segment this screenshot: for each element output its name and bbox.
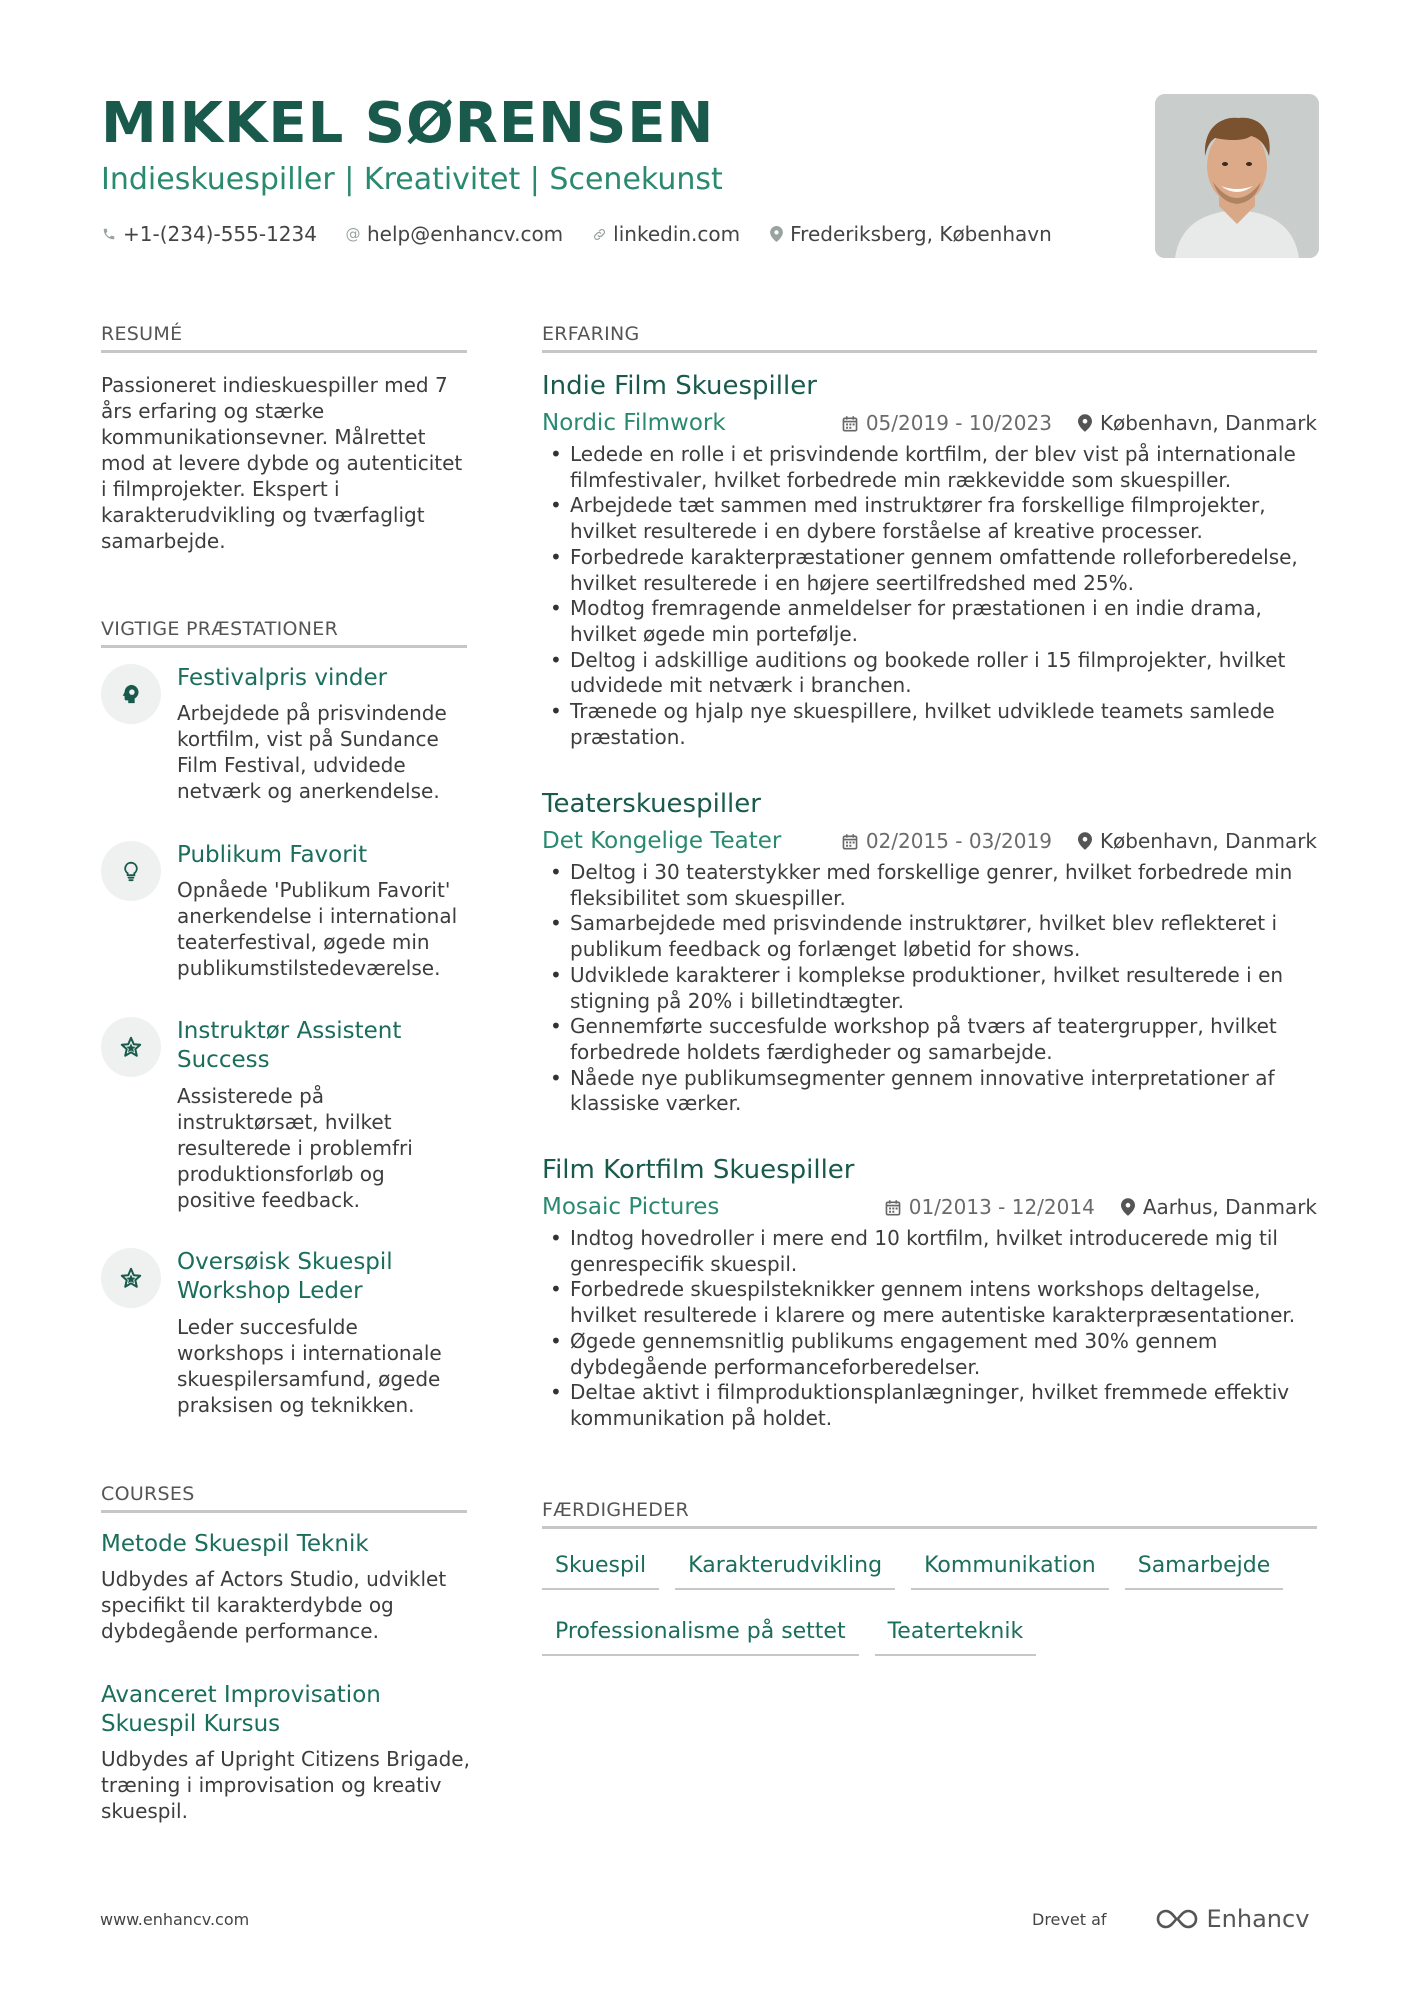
- contact-bar: [101, 220, 1080, 248]
- linkedin-text: linkedin.com: [613, 222, 741, 246]
- headline: Indieskuespiller | Kreativitet | Scenekunst: [101, 162, 723, 197]
- candidate-name: MIKKEL SØRENSEN: [101, 91, 715, 156]
- job-bullet: • Arbejdede tæt sammen med instruktører fra forskellige filmprojekter, hvilket resulterede i en dybere forståelse af kreative processer.: [542, 493, 1322, 544]
- job-bullets: [542, 860, 1322, 1117]
- job-bullets: [542, 442, 1322, 750]
- achievement-title: Publikum Favorit: [177, 842, 368, 868]
- job-location: [1121, 1193, 1317, 1221]
- calendar-icon: [842, 833, 858, 850]
- location-pin-icon: [768, 226, 784, 242]
- achievement-title: Instruktør Assistent Success: [177, 1018, 402, 1073]
- job-meta: [885, 1193, 1317, 1221]
- skill-tag: Karakterudvikling: [675, 1548, 895, 1590]
- job-company: Mosaic Pictures: [542, 1194, 720, 1220]
- job-location-text: København, Danmark: [1099, 829, 1317, 853]
- job-bullet: • Forbedrede skuespilsteknikker gennem intens workshops deltagelse, hvilket resulterede i klarere og mere autentiske karakterpræsentationer.: [542, 1277, 1322, 1328]
- job-bullet: • Indtog hovedroller i mere end 10 kortfilm, hvilket introducerede mig til genrespecifik skuespil.: [542, 1226, 1322, 1277]
- job-title: Teaterskuespiller: [542, 789, 761, 819]
- job-company: Nordic Filmwork: [542, 410, 726, 436]
- head-icon: [101, 664, 161, 724]
- summary-heading: RESUMÉ: [101, 322, 467, 353]
- location-pin-icon: [1078, 414, 1092, 432]
- contact-phone[interactable]: [101, 220, 317, 248]
- job-bullet: • Deltae aktivt i filmproduktionsplanlægninger, hvilket fremmede effektiv kommunikation på holdet.: [542, 1380, 1322, 1431]
- skill-tag: Kommunikation: [911, 1548, 1109, 1590]
- job-bullet: • Gennemførte succesfulde workshop på tværs af teatergrupper, hvilket forbedrede holdets færdigheder og samarbejde.: [542, 1014, 1322, 1065]
- calendar-icon: [885, 1199, 901, 1216]
- skills-heading: FÆRDIGHEDER: [542, 1498, 1317, 1529]
- job-dates-text: 05/2019 - 10/2023: [865, 411, 1052, 435]
- job-bullets: [542, 1226, 1322, 1432]
- powered-by-text: Drevet af: [1032, 1909, 1107, 1929]
- link-icon: [591, 226, 607, 242]
- contact-email[interactable]: [345, 220, 563, 248]
- job-bullet: • Udviklede karakterer i komplekse produktioner, hvilket resulterede i en stigning på 20% i billetindtægter.: [542, 963, 1322, 1014]
- location-pin-icon: [1078, 832, 1092, 850]
- email-text: help@enhancv.com: [366, 222, 564, 246]
- job-title: Film Kortfilm Skuespiller: [542, 1155, 855, 1185]
- star-icon: [101, 1248, 161, 1308]
- skill-tag: Teaterteknik: [875, 1614, 1037, 1656]
- course-title: Metode Skuespil Teknik: [101, 1531, 369, 1557]
- job-bullet: • Nåede nye publikumsegmenter gennem innovative interpretationer af klassiske værker.: [542, 1066, 1322, 1117]
- job-location: [1078, 409, 1317, 437]
- skill-tag: Skuespil: [542, 1548, 659, 1590]
- job-dates: [885, 1193, 1095, 1221]
- achievement-desc: Opnåede 'Publikum Favorit' anerkendelse i international teaterfestival, øgede min publikumstilstedeværelse.: [177, 878, 458, 980]
- job-meta: [842, 827, 1317, 855]
- footer-website[interactable]: www.enhancv.com: [100, 1910, 250, 1929]
- experience-heading: ERFARING: [542, 322, 1317, 353]
- enhancv-logo[interactable]: [1155, 1905, 1310, 1933]
- location-text: Frederiksberg, København: [790, 222, 1052, 246]
- job-meta: [842, 409, 1317, 437]
- job-bullet: • Deltog i adskillige auditions og bookede roller i 15 filmprojekter, hvilket udvidede mit netværk i branchen.: [542, 648, 1322, 699]
- calendar-icon: [842, 415, 858, 432]
- achievement-desc: Assisterede på instruktørsæt, hvilket resulterede i problemfri produktionsforløb og positive feedback.: [177, 1084, 413, 1212]
- course-desc: Udbydes af Actors Studio, udviklet specifikt til karakterdybde og dybdegående performance.: [101, 1567, 447, 1643]
- job-bullet: • Ledede en rolle i et prisvindende kortfilm, der blev vist på internationale filmfestivaler, hvilket forbedrede min rækkevidde som skuespiller.: [542, 442, 1322, 493]
- job-location: [1078, 827, 1317, 855]
- courses-heading: COURSES: [101, 1482, 467, 1513]
- enhancv-logo-icon: [1155, 1908, 1199, 1930]
- achievements-heading: VIGTIGE PRÆSTATIONER: [101, 617, 467, 648]
- job-bullet: • Samarbejdede med prisvindende instruktører, hvilket blev reflekteret i publikum feedback og forlænget løbetid for shows.: [542, 911, 1322, 962]
- at-icon: @: [345, 225, 361, 243]
- job-bullet: • Øgede gennemsnitlig publikums engagement med 30% gennem dybdegående performanceforberedelser.: [542, 1329, 1322, 1380]
- job-bullet: • Trænede og hjalp nye skuespillere, hvilket udviklede teamets samlede præstation.: [542, 699, 1322, 750]
- achievement-title: Oversøisk Skuespil Workshop Leder: [177, 1249, 393, 1304]
- location-pin-icon: [1121, 1198, 1135, 1216]
- profile-photo: [1155, 94, 1319, 258]
- job-bullet: • Modtog fremragende anmeldelser for præstationen i en indie drama, hvilket øgede min portefølje.: [542, 596, 1322, 647]
- contact-location: [768, 220, 1052, 248]
- job-bullet: • Deltog i 30 teaterstykker med forskellige genrer, hvilket forbedrede min fleksibilitet som skuespiller.: [542, 860, 1322, 911]
- job-location-text: Aarhus, Danmark: [1142, 1195, 1317, 1219]
- achievement-desc: Leder succesfulde workshops i internationale skuespilersamfund, øgede praksisen og teknikken.: [177, 1315, 442, 1417]
- job-company: Det Kongelige Teater: [542, 828, 782, 854]
- contact-linkedin[interactable]: [591, 220, 740, 248]
- achievement-title: Festivalpris vinder: [177, 665, 388, 691]
- skill-tag: Professionalisme på settet: [542, 1614, 859, 1656]
- star-icon: [101, 1017, 161, 1077]
- summary-text: Passioneret indieskuespiller med 7 års erfaring og stærke kommunikationsevner. Målrettet mod at levere dybde og autenticitet i filmprojekter. Ekspert i karakterudvikling og tværfagligt samarbejde.: [101, 373, 463, 553]
- lightbulb-icon: [101, 841, 161, 901]
- job-dates: [842, 827, 1052, 855]
- skills-list: [542, 1548, 1322, 1680]
- skill-tag: Samarbejde: [1125, 1548, 1284, 1590]
- phone-icon: [101, 226, 117, 242]
- course-desc: Udbydes af Upright Citizens Brigade, træning i improvisation og kreativ skuespil.: [101, 1747, 470, 1823]
- job-dates-text: 02/2015 - 03/2019: [865, 829, 1052, 853]
- job-bullet: • Forbedrede karakterpræstationer gennem omfattende rolleforberedelse, hvilket resulterede i en højere seertilfredshed med 25%.: [542, 545, 1322, 596]
- phone-text: +1-(234)-555-1234: [123, 222, 317, 246]
- job-title: Indie Film Skuespiller: [542, 371, 817, 401]
- job-dates-text: 01/2013 - 12/2014: [908, 1195, 1095, 1219]
- job-dates: [842, 409, 1052, 437]
- job-location-text: København, Danmark: [1099, 411, 1317, 435]
- brand-text: Enhancv: [1206, 1905, 1310, 1933]
- achievement-desc: Arbejdede på prisvindende kortfilm, vist på Sundance Film Festival, udvidede netværk og anerkendelse.: [177, 701, 447, 803]
- course-title: Avanceret Improvisation Skuespil Kursus: [101, 1682, 381, 1737]
- footer-powered-by: [1032, 1905, 1309, 1933]
